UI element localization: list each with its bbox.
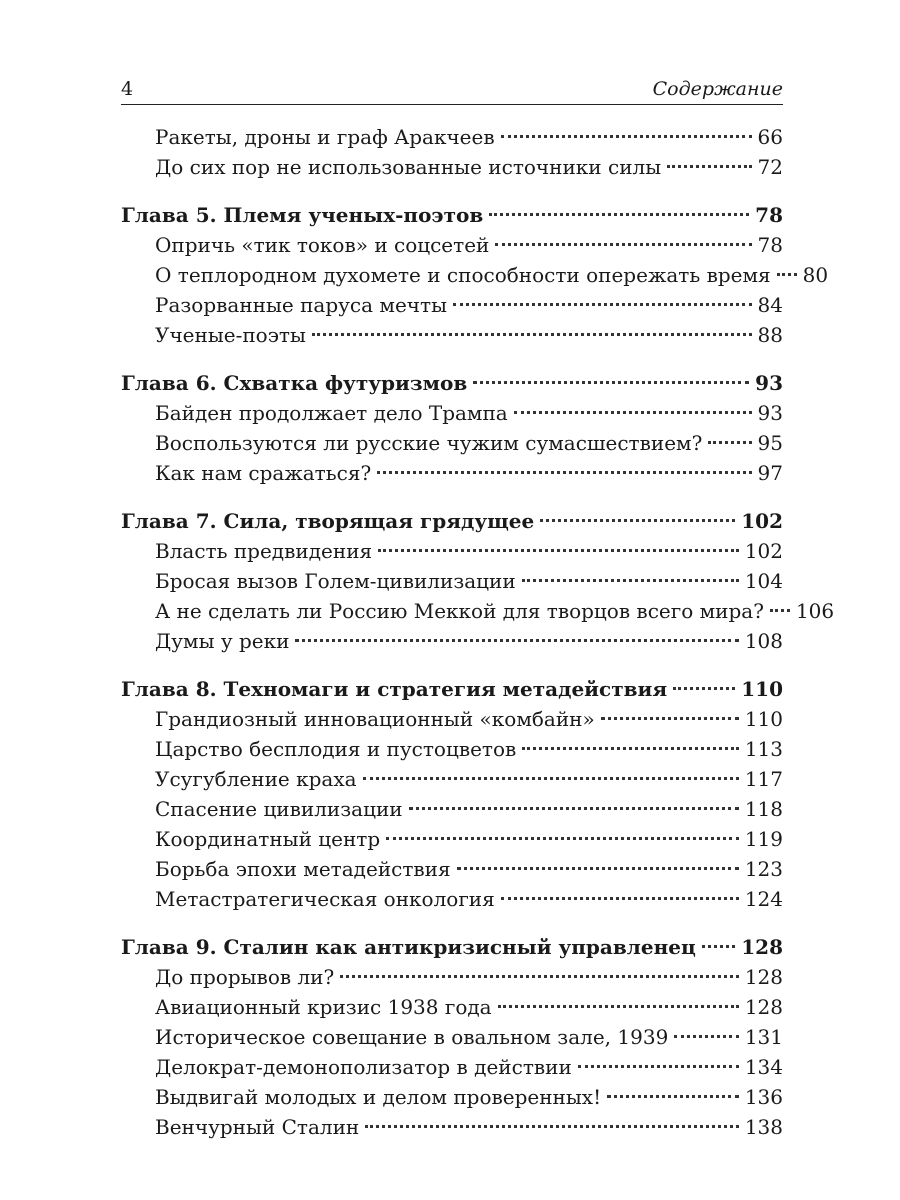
toc-section-entry[interactable] xyxy=(121,1082,783,1112)
toc-entry-title: Глава 9. Сталин как антикризисный управленец xyxy=(121,935,696,959)
toc-section-entry[interactable] xyxy=(121,734,783,764)
toc-section-entry[interactable] xyxy=(121,458,783,488)
toc-chapter-group xyxy=(121,368,783,488)
toc-page-number: 110 xyxy=(744,707,783,731)
toc-section-entry[interactable] xyxy=(121,398,783,428)
toc-section-entry[interactable] xyxy=(121,1052,783,1082)
table-of-contents xyxy=(121,122,835,1160)
dot-leader xyxy=(607,1095,739,1098)
toc-page-number: 104 xyxy=(744,569,783,593)
toc-entry-title: Делократ-демонополизатор в действии xyxy=(155,1055,572,1079)
toc-section-entry[interactable] xyxy=(121,566,783,596)
dot-leader xyxy=(386,837,739,840)
dot-leader xyxy=(770,609,790,612)
toc-page-number: 119 xyxy=(744,827,783,851)
toc-page-number: 108 xyxy=(744,629,783,653)
dot-leader xyxy=(378,549,739,552)
toc-section-entry[interactable] xyxy=(121,824,783,854)
dot-leader xyxy=(473,381,749,384)
toc-page-number: 78 xyxy=(757,233,783,257)
toc-page-number: 134 xyxy=(744,1055,783,1079)
dot-leader xyxy=(312,333,752,336)
toc-entry-title: А не сделать ли Россию Меккой для творцов всего мира? xyxy=(155,599,764,623)
toc-entry-title: Думы у реки xyxy=(155,629,290,653)
toc-chapter-entry[interactable] xyxy=(121,200,783,230)
dot-leader xyxy=(673,687,735,690)
toc-page-number: 93 xyxy=(755,371,783,395)
toc-entry-title: Бросая вызов Голем-цивилизации xyxy=(155,569,516,593)
toc-entry-title: Байден продолжает дело Трампа xyxy=(155,401,508,425)
toc-entry-title: Власть предвидения xyxy=(155,539,373,563)
toc-page-number: 93 xyxy=(757,401,783,425)
dot-leader xyxy=(674,1035,739,1038)
toc-page-number: 102 xyxy=(744,539,783,563)
dot-leader xyxy=(522,747,739,750)
toc-section-entry[interactable] xyxy=(121,290,783,320)
toc-entry-title: Ученые-поэты xyxy=(155,323,306,347)
toc-page-number: 72 xyxy=(757,155,783,179)
toc-entry-title: Глава 6. Схватка футуризмов xyxy=(121,371,468,395)
dot-leader xyxy=(540,519,735,522)
toc-section-entry[interactable] xyxy=(121,704,783,734)
toc-page-number: 110 xyxy=(741,677,783,701)
toc-section-entry[interactable] xyxy=(121,794,783,824)
toc-section-entry[interactable] xyxy=(121,854,783,884)
toc-section-entry[interactable] xyxy=(121,992,783,1022)
toc-section-entry[interactable] xyxy=(121,764,783,794)
toc-page-number: 123 xyxy=(744,857,783,881)
toc-entry-title: Авиационный кризис 1938 года xyxy=(155,995,492,1019)
toc-entry-title: До прорывов ли? xyxy=(155,965,335,989)
toc-page-number: 136 xyxy=(744,1085,783,1109)
dot-leader xyxy=(702,945,736,948)
toc-entry-title: Ракеты, дроны и граф Аракчеев xyxy=(155,125,495,149)
toc-page-number: 95 xyxy=(757,431,783,455)
toc-chapter-group xyxy=(121,200,829,350)
toc-page-number: 102 xyxy=(741,509,783,533)
toc-entry-title: О теплородном духомете и способности опережать время xyxy=(155,263,771,287)
toc-entry-title: Глава 5. Племя ученых-поэтов xyxy=(121,203,484,227)
toc-page-number: 128 xyxy=(744,965,783,989)
toc-chapter-group xyxy=(121,506,835,656)
dot-leader xyxy=(522,579,739,582)
toc-chapter-group xyxy=(121,932,783,1142)
toc-entry-title: Спасение цивилизации xyxy=(155,797,403,821)
toc-section-entry[interactable] xyxy=(121,1022,783,1052)
toc-entry-title: Грандиозный инновационный «комбайн» xyxy=(155,707,595,731)
dot-leader xyxy=(453,303,752,306)
toc-section-entry[interactable] xyxy=(121,122,783,152)
toc-entry-title: Глава 7. Сила, творящая грядущее xyxy=(121,509,535,533)
page-number: 4 xyxy=(121,78,134,100)
toc-entry-title: Борьба эпохи метадействия xyxy=(155,857,451,881)
toc-section-entry[interactable] xyxy=(121,152,783,182)
dot-leader xyxy=(365,1125,739,1128)
toc-entry-title: Венчурный Сталин xyxy=(155,1115,360,1139)
toc-chapter-entry[interactable] xyxy=(121,932,783,962)
toc-section-entry[interactable] xyxy=(121,536,783,566)
dot-leader xyxy=(501,897,739,900)
dot-leader xyxy=(295,639,738,642)
toc-page-number: 106 xyxy=(795,599,835,623)
toc-section-entry[interactable] xyxy=(121,884,783,914)
running-header xyxy=(121,66,783,105)
toc-section-entry[interactable] xyxy=(121,962,783,992)
toc-page-number: 124 xyxy=(744,887,783,911)
toc-entry-title: Разорванные паруса мечты xyxy=(155,293,447,317)
toc-page-number: 88 xyxy=(757,323,783,347)
toc-lead-group xyxy=(121,122,783,182)
toc-page-number: 118 xyxy=(744,797,783,821)
running-title: Содержание xyxy=(652,78,783,100)
toc-chapter-entry[interactable] xyxy=(121,506,783,536)
toc-page-number: 78 xyxy=(755,203,783,227)
toc-page-number: 138 xyxy=(744,1115,783,1139)
toc-entry-title: Царство бесплодия и пустоцветов xyxy=(155,737,517,761)
toc-page-number: 80 xyxy=(802,263,829,287)
toc-chapter-entry[interactable] xyxy=(121,368,783,398)
toc-entry-title: Как нам сражаться? xyxy=(155,461,372,485)
dot-leader xyxy=(409,807,739,810)
dot-leader xyxy=(514,411,752,414)
toc-section-entry[interactable] xyxy=(121,626,783,656)
dot-leader xyxy=(363,777,739,780)
toc-section-entry[interactable] xyxy=(121,596,835,626)
toc-chapter-group xyxy=(121,674,783,914)
toc-entry-title: Метастратегическая онкология xyxy=(155,887,495,911)
toc-entry-title: Историческое совещание в овальном зале, 1939 xyxy=(155,1025,669,1049)
dot-leader xyxy=(501,135,752,138)
toc-section-entry[interactable] xyxy=(121,230,783,260)
toc-page-number: 117 xyxy=(744,767,783,791)
toc-entry-title: Усугубление краха xyxy=(155,767,357,791)
toc-page-number: 131 xyxy=(744,1025,783,1049)
dot-leader xyxy=(489,213,749,216)
dot-leader xyxy=(578,1065,739,1068)
dot-leader xyxy=(457,867,739,870)
toc-page-number: 97 xyxy=(757,461,783,485)
dot-leader xyxy=(708,441,751,444)
toc-entry-title: Опричь «тик токов» и соцсетей xyxy=(155,233,490,257)
toc-section-entry[interactable] xyxy=(121,1112,783,1142)
dot-leader xyxy=(377,471,751,474)
toc-page-number: 66 xyxy=(757,125,783,149)
toc-entry-title: Координатный центр xyxy=(155,827,381,851)
toc-entry-title: Воспользуются ли русские чужим сумасшествием? xyxy=(155,431,703,455)
toc-page-number: 128 xyxy=(741,935,783,959)
toc-page-number: 113 xyxy=(744,737,783,761)
toc-chapter-entry[interactable] xyxy=(121,674,783,704)
toc-entry-title: Глава 8. Техномаги и стратегия метадействия xyxy=(121,677,668,701)
toc-entry-title: Выдвигай молодых и делом проверенных! xyxy=(155,1085,602,1109)
toc-section-entry[interactable] xyxy=(121,260,829,290)
toc-entry-title: До сих пор не использованные источники силы xyxy=(155,155,662,179)
dot-leader xyxy=(667,165,751,168)
dot-leader xyxy=(777,273,797,276)
dot-leader xyxy=(601,717,739,720)
dot-leader xyxy=(498,1005,739,1008)
dot-leader xyxy=(340,975,739,978)
toc-section-entry[interactable] xyxy=(121,428,783,458)
toc-section-entry[interactable] xyxy=(121,320,783,350)
dot-leader xyxy=(495,243,751,246)
toc-page-number: 128 xyxy=(744,995,783,1019)
toc-page-number: 84 xyxy=(757,293,783,317)
